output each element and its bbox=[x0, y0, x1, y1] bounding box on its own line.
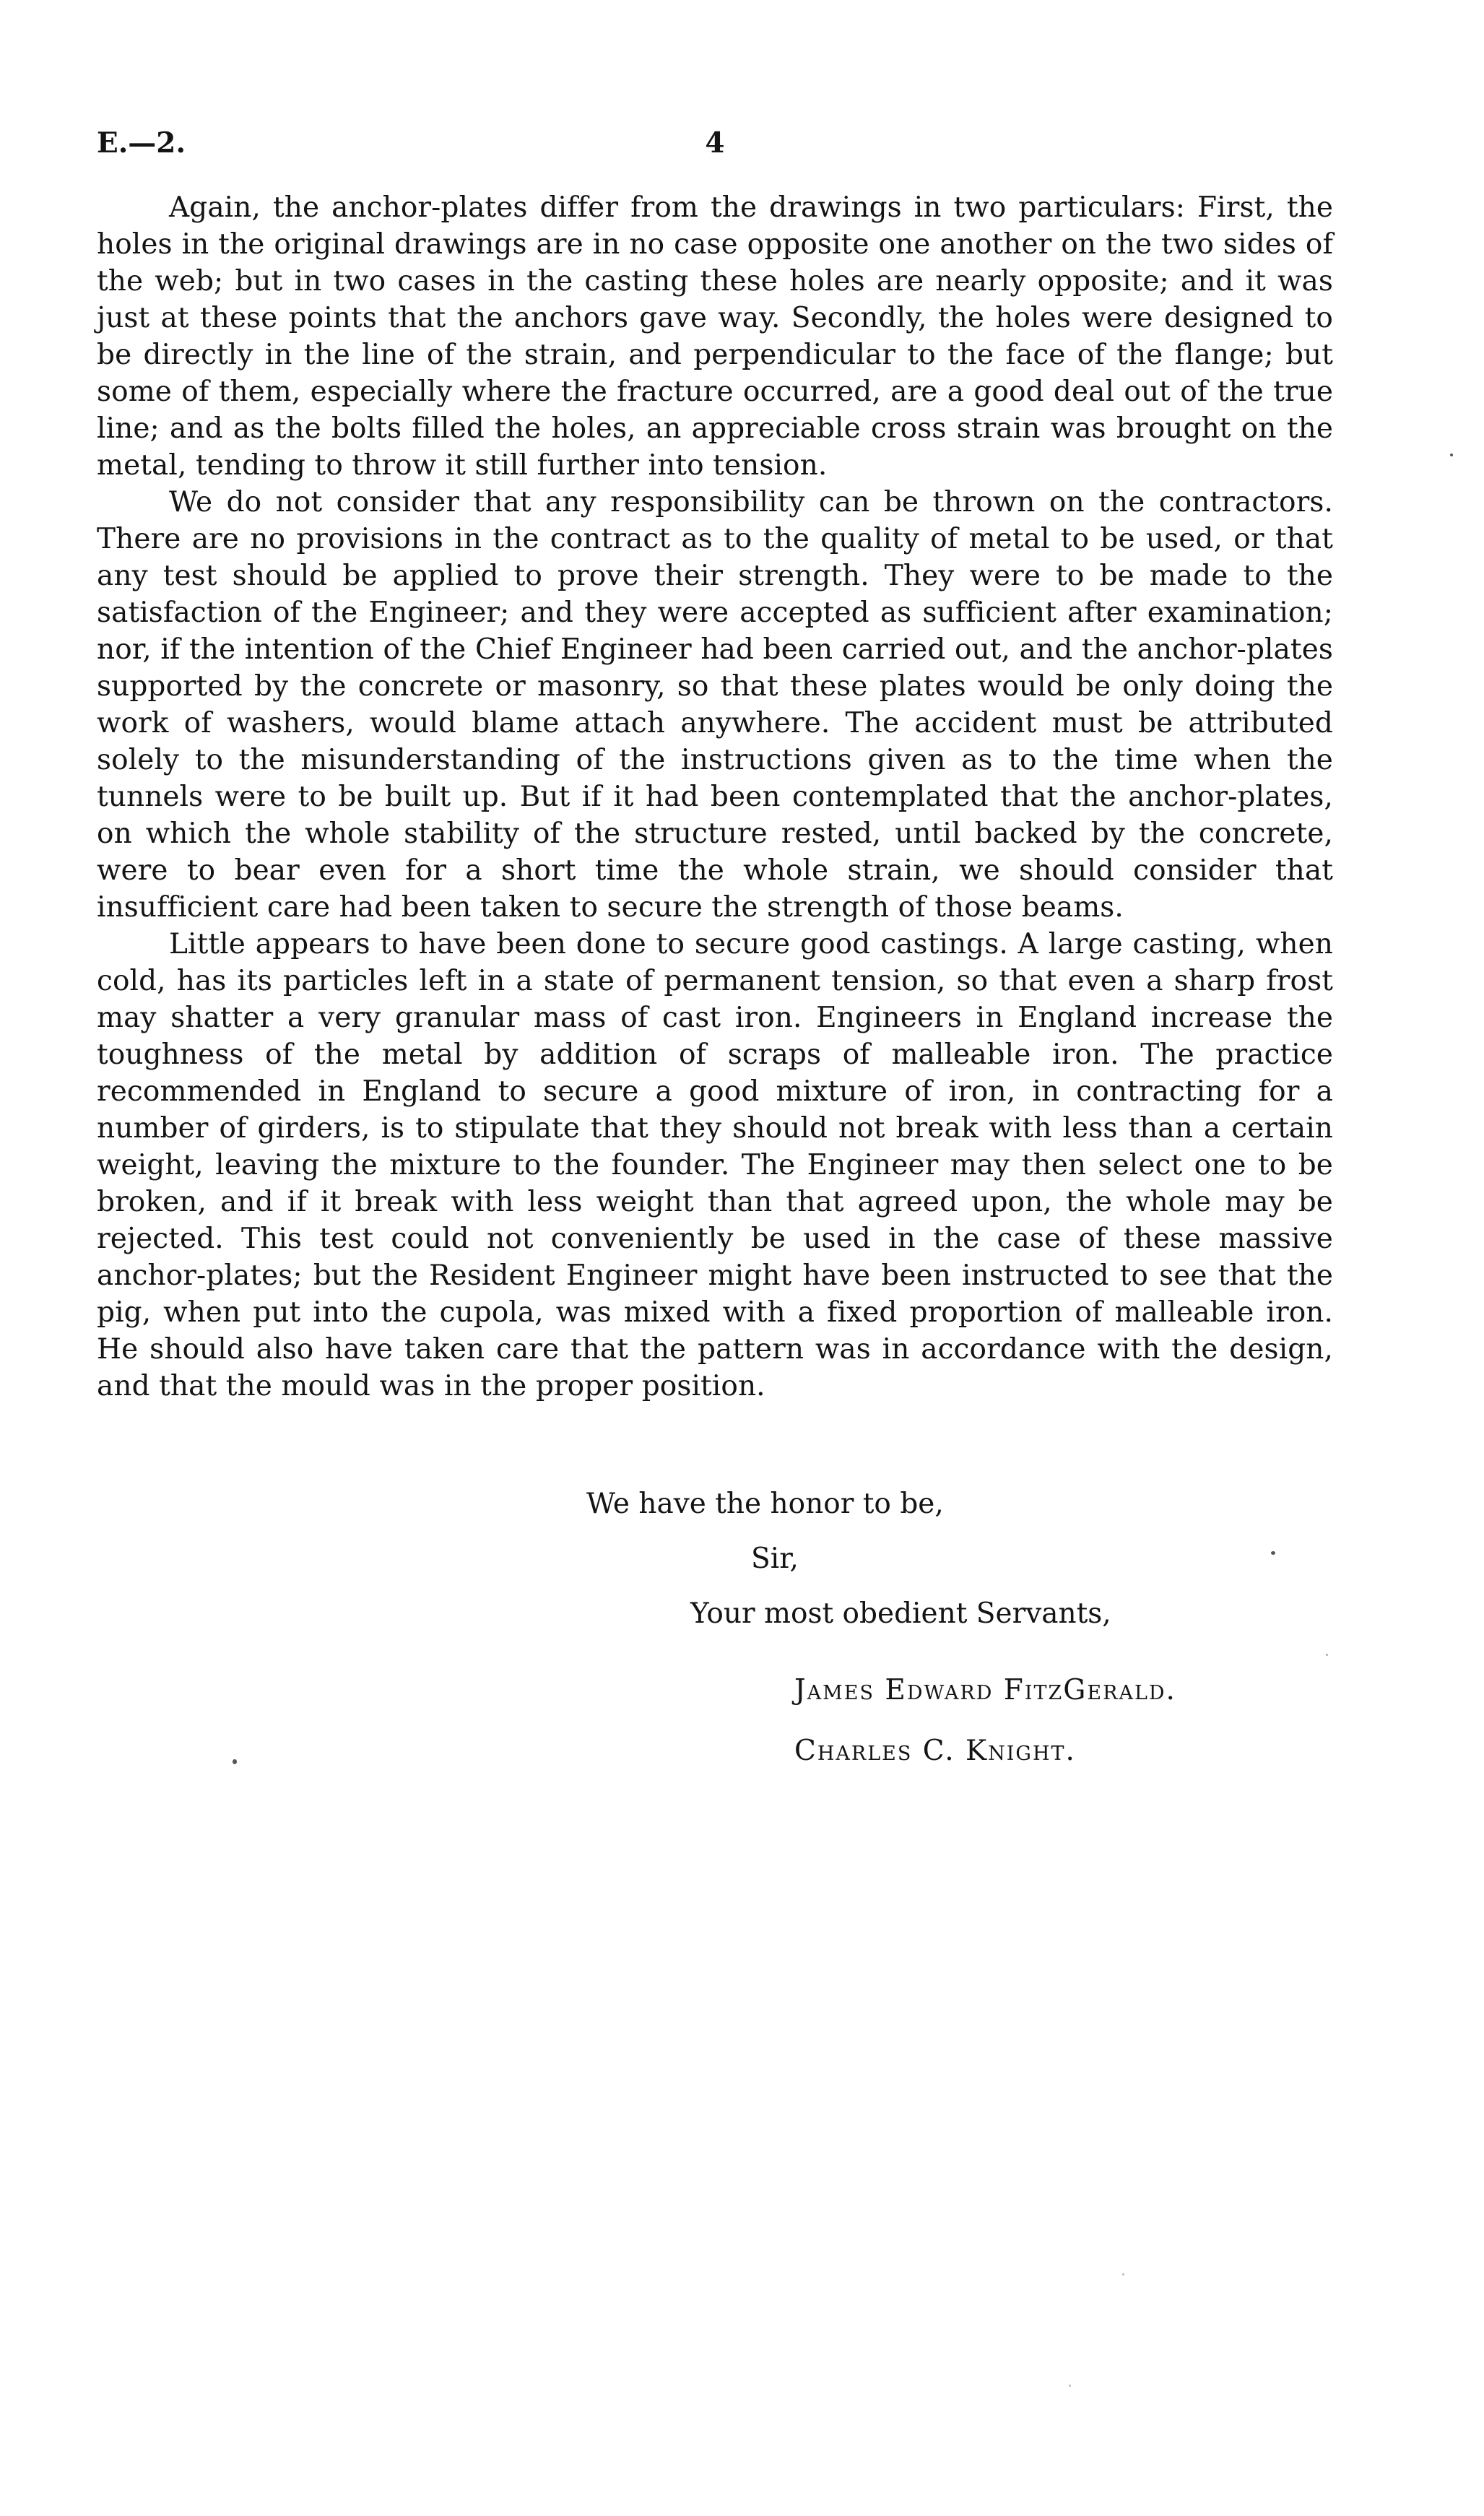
print-speck bbox=[1271, 1551, 1275, 1555]
print-speck bbox=[1122, 2273, 1124, 2276]
signatory-knight: Charles C. Knight. bbox=[794, 1735, 1076, 1767]
paragraph-anchor-plates: Again, the anchor-plates differ from the drawings in two particulars: First, the holes in the original drawings are in no case opposite one another on the two sides of the web; but in two cases in the casting these holes are nearly opposite; and it was just at these points that the anchors gave way. Secondly, the holes were designed to be directly in the line of the strain, and perpendicular to the face of the flange; but some of them, especially where the fracture occurred, are a good deal out of the true line; and as the bolts filled the holes, an appreciable cross strain was brought on the metal, tending to throw it still further into tension. bbox=[97, 191, 1333, 482]
closing-line-honor: We have the honor to be, bbox=[586, 1488, 944, 1520]
signatory-fitzgerald: James Edward FitzGerald. bbox=[794, 1674, 1176, 1706]
page-number: 4 bbox=[705, 126, 725, 160]
print-speck bbox=[1069, 2385, 1071, 2387]
paragraph-responsibility: We do not consider that any responsibility can be thrown on the contractors. There are no provisions in the contract as to the quality of metal to be used, or that any test should be applied to prove their strength. They were to be made to the satisfaction of the Engineer; and they were accepted as sufficient after examination; nor, if the intention of the Chief Engineer had been carried out, and the anchor-plates supported by the concrete or masonry, so that these plates would be only doing the work of washers, would blame attach anywhere. The accident must be attributed solely to the misunderstanding of the instructions given as to the time when the tunnels were to be built up. But if it had been contemplated that the anchor-plates, on which the whole stability of the structure rested, until backed by the concrete, were to bear even for a short time the whole strain, we should consider that insufficient care had been taken to secure the strength of those beams. bbox=[97, 486, 1333, 924]
print-speck bbox=[1326, 1654, 1328, 1656]
report-body bbox=[97, 189, 1333, 1405]
closing-line-servants: Your most obedient Servants, bbox=[690, 1597, 1111, 1630]
print-speck bbox=[1450, 454, 1453, 456]
paragraph-castings: Little appears to have been done to secure good castings. A large casting, when cold, has its particles left in a state of permanent tension, so that even a sharp frost may shatter a very granular mass of cast iron. Engineers in England increase the toughness of the metal by addition of scraps of malleable iron. The practice recommended in England to secure a good mixture of iron, in contracting for a number of girders, is to stipulate that they should not break with less than a certain weight, leaving the mixture to the founder. The Engineer may then select one to be broken, and if it break with less weight than that agreed upon, the whole may be rejected. This test could not conveniently be used in the case of these massive anchor-plates; but the Resident Engineer might have been instructed to see that the pig, when put into the cupola, was mixed with a fixed proportion of malleable iron. He should also have taken care that the pattern was in accordance with the design, and that the mould was in the proper position. bbox=[97, 928, 1333, 1402]
running-header bbox=[97, 121, 1333, 165]
document-reference: E.—2. bbox=[97, 126, 186, 160]
print-speck bbox=[233, 1759, 237, 1764]
closing-line-sir: Sir, bbox=[751, 1543, 799, 1575]
